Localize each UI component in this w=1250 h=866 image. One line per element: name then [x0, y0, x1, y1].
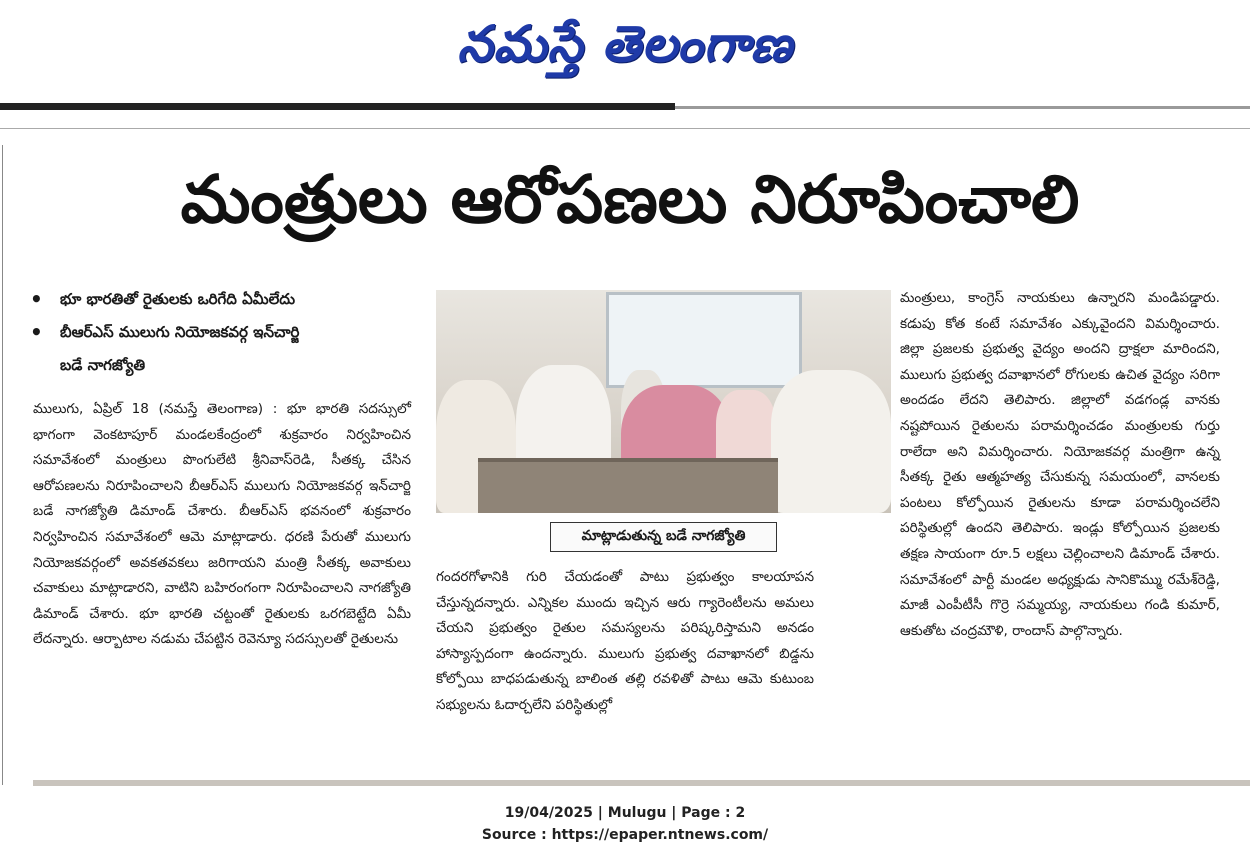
article-photo [436, 290, 891, 513]
table-graphic [478, 458, 778, 513]
bullet-text: బడే నాగజ్యోతి [60, 356, 146, 374]
bullet-item [30, 283, 420, 316]
next-article-strip [33, 780, 1250, 786]
bullet-item [30, 316, 420, 349]
person-figure [771, 370, 891, 513]
article-column-1 [33, 397, 411, 653]
bullet-text: భూ భారతితో రైతులకు ఒరిగేది ఏమీలేదు [60, 290, 296, 308]
photo-caption: మాట్లాడుతున్న బడే నాగజ్యోతి [550, 522, 777, 552]
highlight-bullets [30, 283, 420, 382]
footer-source[interactable]: Source : https://epaper.ntnews.com/ [481, 827, 769, 843]
paragraph: గందరగోళానికి గురి చేయడంతో పాటు ప్రభుత్వం కాలయాపన చేస్తున్నదన్నారు. ఎన్నికల ముందు ఇచ్చిన ఆరు గ్యారెంటీలను అమలు చేయని ప్రభుత్వం రైతుల సమస్యలను పరిష్కరిస్తామని అనడం హాస్యాస్పదంగా ఉందన్నారు. ములుగు ప్రభుత్వ దవాఖానలో బిడ్డను కోల్పోయి బాధపడుతున్న బాలింత తల్లి రవళితో పాటు ఆమె కుటుంబ సభ్యులను ఓదార్చలేని పరిస్థితుల్లో [436, 569, 814, 713]
paragraph: ములుగు, ఏప్రిల్ 18 (నమస్తే తెలంగాణ) : భూ భారతి సదస్సులో భాగంగా వెంకటాపూర్ మండలకేంద్రంలో శుక్రవారం నిర్వహించిన సమావేశంలో మంత్రులు పొంగులేటి శ్రీనివాస్‌రెడి, సీతక్క చేసిన ఆరోపణలను నిరూపించాలని బీఆర్ఎస్ ములుగు నియోజకవర్గ ఇన్‌చార్జి బడే నాగజ్యోతి డిమాండ్ చేశారు. బీఆర్ఎస్ భవనంలో శుక్రవారం నిర్వహించిన సమావేశంలో ఆమె మాట్లాడారు. ధరణి పేరుతో ములుగు నియోజకవర్గంలో అవకతవకలు జరిగాయని మంత్రి సీతక్క అవాకులు చవాకులు మాట్లాడారని, వాటిని బహిరంగంగా నిరూపించాలని నాగజ్యోతి డిమాండ్ చేశారు. భూ భారతి చట్టంతో రైతులకు ఒరగబెట్టేది ఏమీ లేదన్నారు. ఆర్బాటాల నడుమ చేపట్టిన రెవెన్యూ సదస్సులతో రైతులను [33, 401, 411, 648]
article-column-2 [436, 565, 814, 719]
footer-date-page: 19/04/2025 | Mulugu | Page : 2 [504, 805, 746, 821]
divider [2, 145, 3, 785]
article-headline: మంత్రులు ఆరోపణలు నిరూపించాలి [180, 161, 1080, 238]
masthead [0, 0, 1250, 100]
bullet-text: బీఆర్ఎస్ ములుగు నియోజకవర్గ ఇన్‌చార్జి [60, 323, 300, 341]
divider [0, 103, 675, 110]
bullet-icon: • [30, 320, 43, 344]
divider [0, 128, 1250, 129]
divider [675, 106, 1250, 109]
page-footer [0, 802, 1250, 846]
masthead-logo: నమస్తే తెలంగాణ [457, 14, 793, 73]
bullet-icon: • [30, 287, 43, 311]
article-column-3 [900, 286, 1220, 644]
paragraph: మంత్రులు, కాంగ్రెస్ నాయకులు ఉన్నారని మండిపడ్డారు. కడుపు కోత కంటే సమావేశం ఎక్కువైందని విమర్శించారు. జిల్లా ప్రజలకు ప్రభుత్వ వైద్యం అందని ద్రాక్షలా మారిందని, ములుగు ప్రభుత్వ దవాఖానలో రోగులకు ఉచిత వైద్యం సరిగా అందడం లేదని తెలిపారు. జిల్లాలో వడగండ్ల వానకు నష్టపోయిన రైతులను పరామర్శించడం మంత్రులకు గుర్తు రాలేదా అని విమర్శించారు. నియోజకవర్గ మంత్రిగా ఉన్న సీతక్క రైతు ఆత్మహత్య చేసుకున్న సమయంలో, వానలకు పంటలు కోల్పోయిన రైతులను కూడా పరామర్శించలేని పరిస్థితుల్లో ఉందని తెలిపారు. ఇండ్లు కోల్పోయిన ప్రజలకు తక్షణ సాయంగా రూ.5 లక్షలు చెల్లించాలని డిమాండ్ చేశారు. సమావేశంలో పార్టీ మండల అధ్యక్షుడు సానికొమ్ము రమేశ్‌రెడ్డి, మాజీ ఎంపీటీసీ గొర్రె సమ్మయ్య, నాయకులు గండి కుమార్, ఆకుతోట చంద్రమౌళి, రాందాస్ పాల్గొన్నారు. [900, 290, 1220, 639]
